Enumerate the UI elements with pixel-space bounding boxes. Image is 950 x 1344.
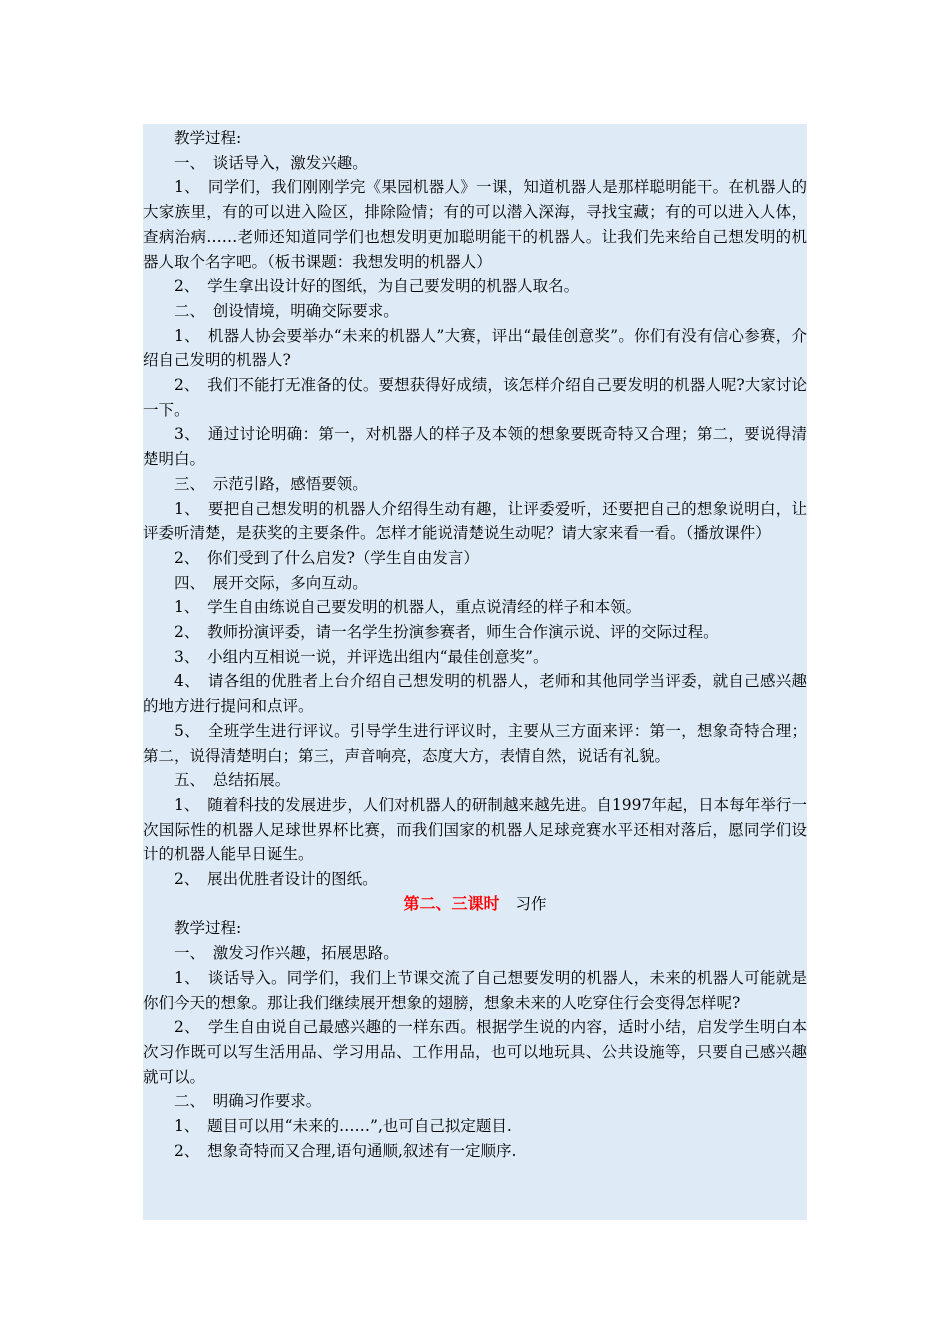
paragraph: 2、 展出优胜者设计的图纸。: [174, 870, 378, 889]
paragraph: 3、 小组内互相说一说，并评选出组内“最佳创意奖”。: [174, 647, 549, 666]
paragraph: 一、 激发习作兴趣，拓展思路。: [174, 944, 399, 963]
paragraph: 二、 创设情境，明确交际要求。: [174, 301, 399, 320]
paragraph: 1、 题目可以用“未来的……”,也可自己拟定题目.: [174, 1117, 512, 1136]
paragraph: 三、 示范引路，感悟要领。: [174, 474, 368, 493]
paragraph: 二、 明确习作要求。: [174, 1092, 322, 1111]
paragraph: 5、 全班学生进行评议。引导学生进行评议时，主要从三方面来评：第一，想象奇特合理；第二，说得清楚明白；第三，声音响亮，态度大方，表情自然，说话有礼貌。: [143, 721, 807, 765]
paragraph: 1、 随着科技的发展进步，人们对机器人的研制越来越先进。自1997年起，日本每年举行一次国际性的机器人足球世界杯比赛，而我们国家的机器人足球竞赛水平还相对落后，愿同学们设计的机器人能早日诞生。: [143, 795, 807, 864]
paragraph: 1、 要把自己想发明的机器人介绍得生动有趣，让评委爱听，还要把自己的想象说明白，让评委听清楚，是获奖的主要条件。怎样才能说清楚说生动呢？请大家来看一看。（播放课件）: [143, 499, 807, 543]
paragraph: 2、 你们受到了什么启发?（学生自由发言）: [174, 548, 479, 567]
section-title-main: 第二、三课时: [403, 893, 500, 913]
part1-heading: 教学过程:: [174, 129, 242, 147]
paragraph: 五、 总结拓展。: [174, 771, 291, 790]
paragraph: 4、 请各组的优胜者上台介绍自己想发明的机器人，老师和其他同学当评委，就自己感兴趣的地方进行提问和点评。: [143, 672, 807, 716]
paragraph: 1、 学生自由练说自己要发明的机器人，重点说清经的样子和本领。: [174, 598, 642, 617]
paragraph: 1、 谈话导入。同学们，我们上节课交流了自己想要发明的机器人，未来的机器人可能就是你们今天的想象。那让我们继续展开想象的翅膀，想象未来的人吃穿住行会变得怎样呢?: [143, 968, 807, 1012]
paragraph: 2、 我们不能打无准备的仗。要想获得好成绩，该怎样介绍自己要发明的机器人呢?大家讨论一下。: [143, 376, 807, 419]
paragraph: 2、 想象奇特而又合理,语句通顺,叙述有一定顺序.: [174, 1141, 517, 1160]
section-title-sub: 习作: [515, 894, 547, 913]
paragraph: 1、 同学们，我们刚刚学完《果园机器人》一课，知道机器人是那样聪明能干。在机器人的大家族里，有的可以进入险区，排除险情；有的可以潜入深海，寻找宝藏；有的可以进入人体，查病治病……老师还知道同学们也想发明更加聪明能干的机器人。让我们先来给自己想发明的机器人取个名字吧。（板书课题：我想发明的机器人）: [143, 178, 807, 271]
paragraph: 2、 教师扮演评委，请一名学生扮演参赛者，师生合作演示说、评的交际过程。: [174, 623, 719, 642]
paragraph: 2、 学生自由说自己最感兴趣的一样东西。根据学生说的内容，适时小结，启发学生明白本次习作既可以写生活用品、学习用品、工作用品，也可以地玩具、公共设施等，只要自己感兴趣就可以。: [143, 1018, 807, 1086]
paragraph: 3、 通过讨论明确：第一，对机器人的样子及本领的想象要既奇特又合理；第二，要说得清楚明白。: [143, 425, 807, 469]
section-title: [143, 892, 807, 917]
paragraph: 1、 机器人协会要举办“未来的机器人”大赛，评出“最佳创意奖”。你们有没有信心参赛，介绍自己发明的机器人?: [143, 326, 807, 370]
paragraph: 2、 学生拿出设计好的图纸，为自己要发明的机器人取名。: [174, 277, 580, 296]
paragraph: 四、 展开交际，多向互动。: [174, 573, 368, 592]
paragraph: 一、 谈话导入，激发兴趣。: [174, 153, 368, 172]
lesson-plan-content: [143, 124, 807, 1220]
part2-heading: 教学过程:: [174, 919, 242, 938]
